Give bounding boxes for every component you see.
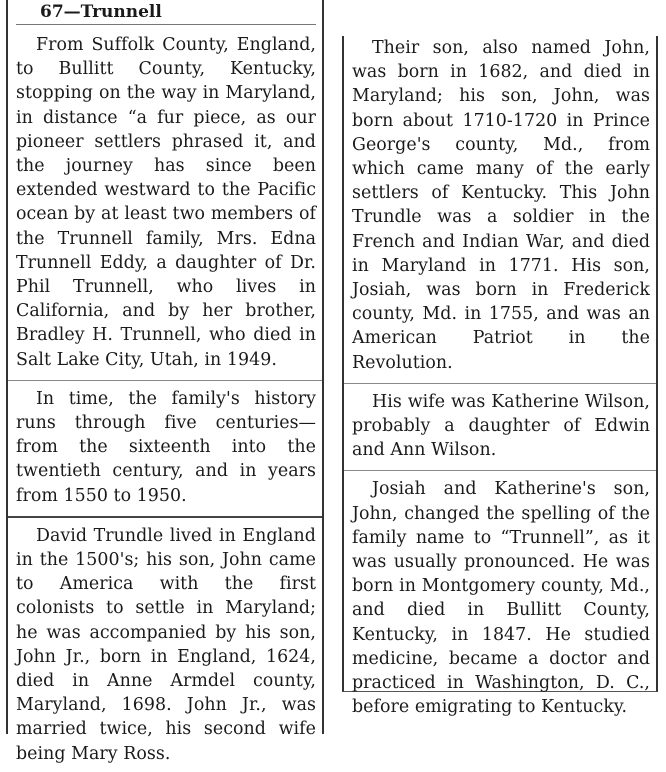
paragraph-divider <box>344 470 656 471</box>
paragraph-suffolk-to-bullitt: From Suffolk County, England, to Bullitt County, Kentucky, stopping on the way in Maryland, in distance “a fur piece, as our pioneer settlers phrased it, and the journey has since been extended westward to the Pacific ocean by at least two members of the Trunnell family, Mrs. Edna Trunnell Eddy, a daughter of Dr. Phil Trunnell, who lives in California, and by her brother, Bradley H. Trunnell, who died in Salt Lake City, Utah, in 1949. <box>16 35 316 370</box>
left-column <box>6 0 324 764</box>
right-column <box>342 36 658 718</box>
page-header: 67—Trunnell <box>16 0 316 25</box>
paragraph-divider <box>8 516 322 518</box>
paragraph-divider <box>8 380 322 381</box>
paragraph-son-john: Their son, also named John, was born in 1682, and died in Maryland; his son, John, was born about 1710-1720 in Prince George's county, Md., from which came many of the early settlers of Kentucky. This John Trundle was a soldier in the French and Indian War, and died in Maryland in 1771. His son, Josiah, was born in Frederick county, Md. in 1755, and was an American Patriot in the Revolution. <box>352 38 650 373</box>
paragraph-five-centuries: In time, the family's history runs through five centuries—from the sixteenth into the twentieth century, and in years from 1550 to 1950. <box>16 388 316 506</box>
paragraph-divider <box>344 383 656 384</box>
paragraph-spelling-change: Josiah and Katherine's son, John, changed the spelling of the family name to “Trunnell”, as it was usually pronounced. He was born in Montgomery county, Md., and died in Bullitt County, Kentucky, in 1847. He studied medicine, became a doctor and practiced in Washington, D. C., before emigrating to Kentucky. <box>352 479 650 718</box>
paragraph-david-trundle: David Trundle lived in England in the 1500's; his son, John came to America with the first colonists to settle in Maryland; he was accompanied by his son, John Jr., born in England, 1624, died in Anne Armdel county, Maryland, 1698. John Jr., was married twice, his second wife being Mary Ross. <box>16 525 316 764</box>
paragraph-katherine-wilson: His wife was Katherine Wilson, probably a daughter of Edwin and Ann Wilson. <box>352 391 650 461</box>
